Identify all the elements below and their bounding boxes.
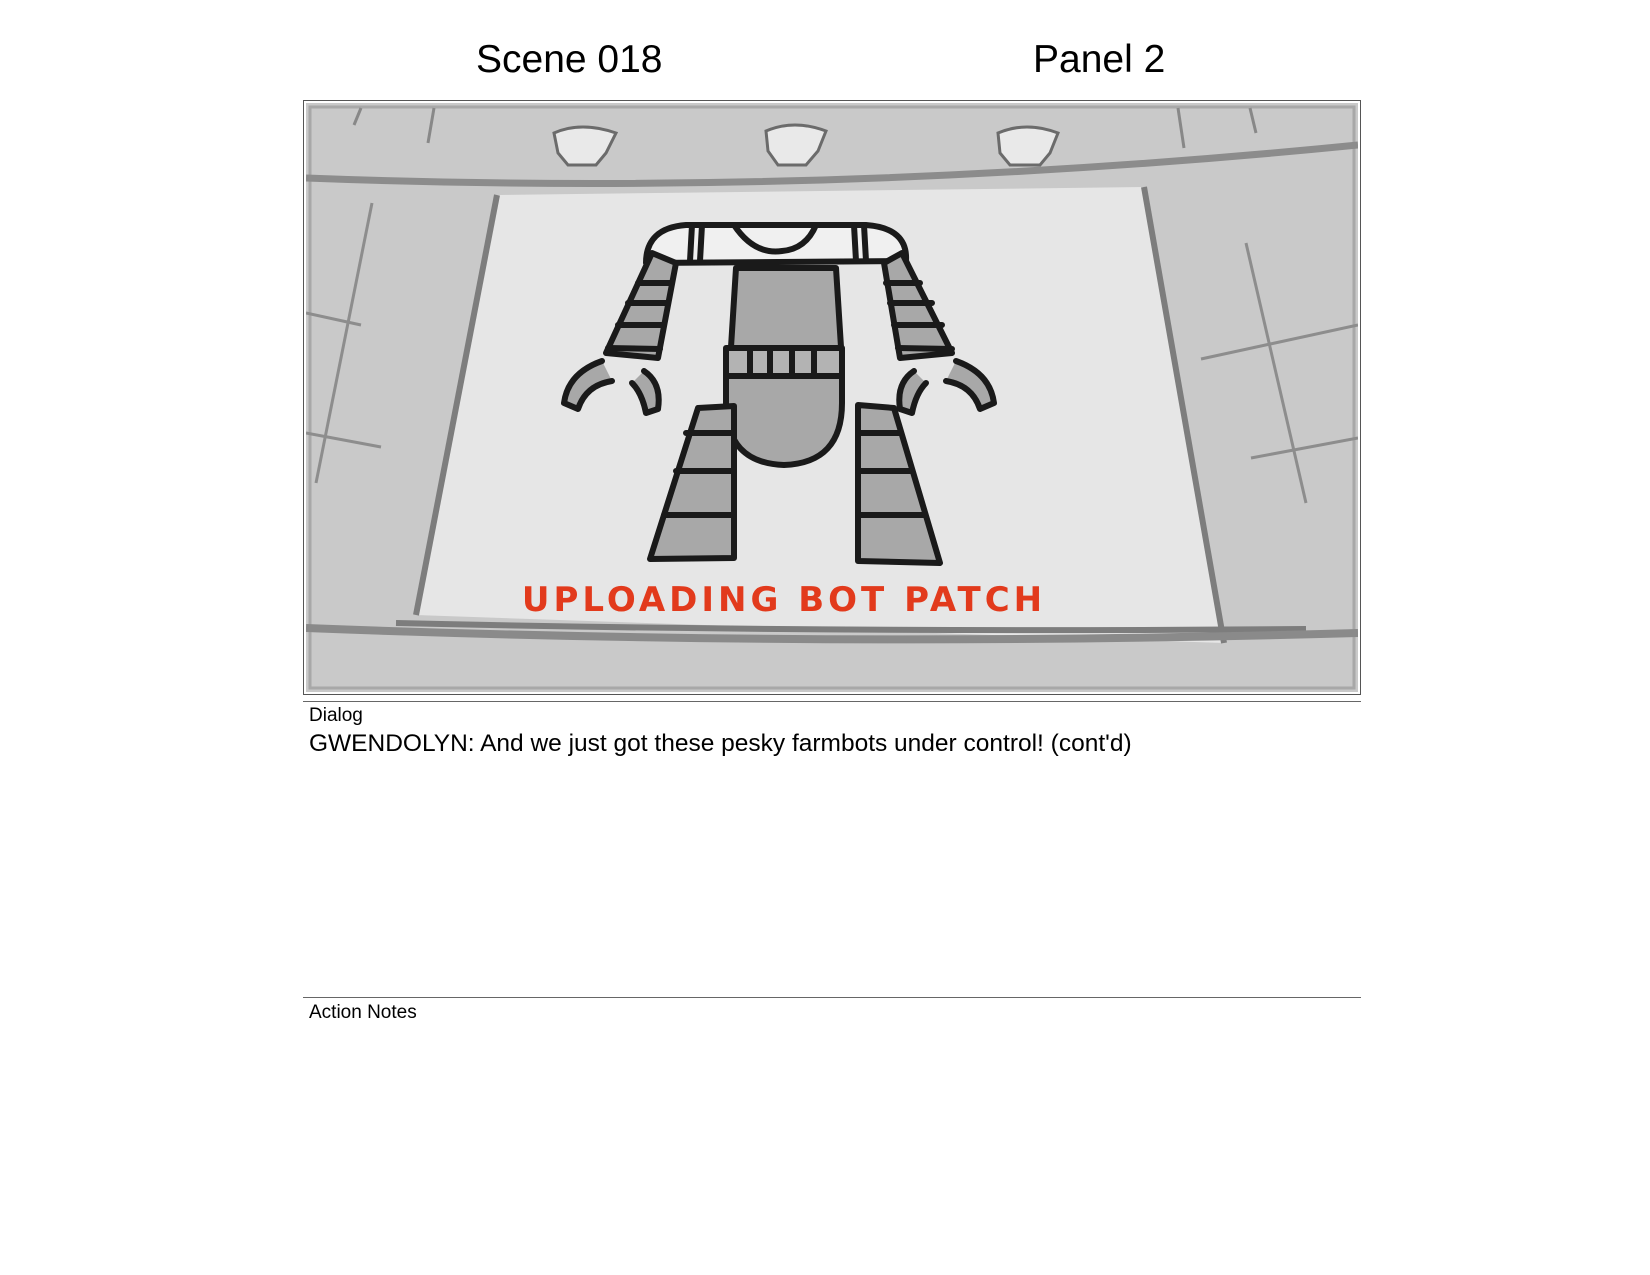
dialog-label: Dialog	[309, 705, 363, 726]
panel-title: Panel 2	[1033, 38, 1166, 81]
storyboard-panel	[303, 100, 1361, 695]
action-notes-label: Action Notes	[309, 1002, 417, 1023]
screen-caption: UPLOADING BOT PATCH	[521, 580, 1047, 620]
dialog-divider	[303, 701, 1361, 702]
scene-title: Scene 018	[476, 38, 663, 81]
storyboard-sketch-icon	[306, 103, 1358, 692]
dialog-text[interactable]: GWENDOLYN: And we just got these pesky farmbots under control! (cont'd)	[309, 730, 1132, 757]
action-notes-divider	[303, 997, 1361, 998]
